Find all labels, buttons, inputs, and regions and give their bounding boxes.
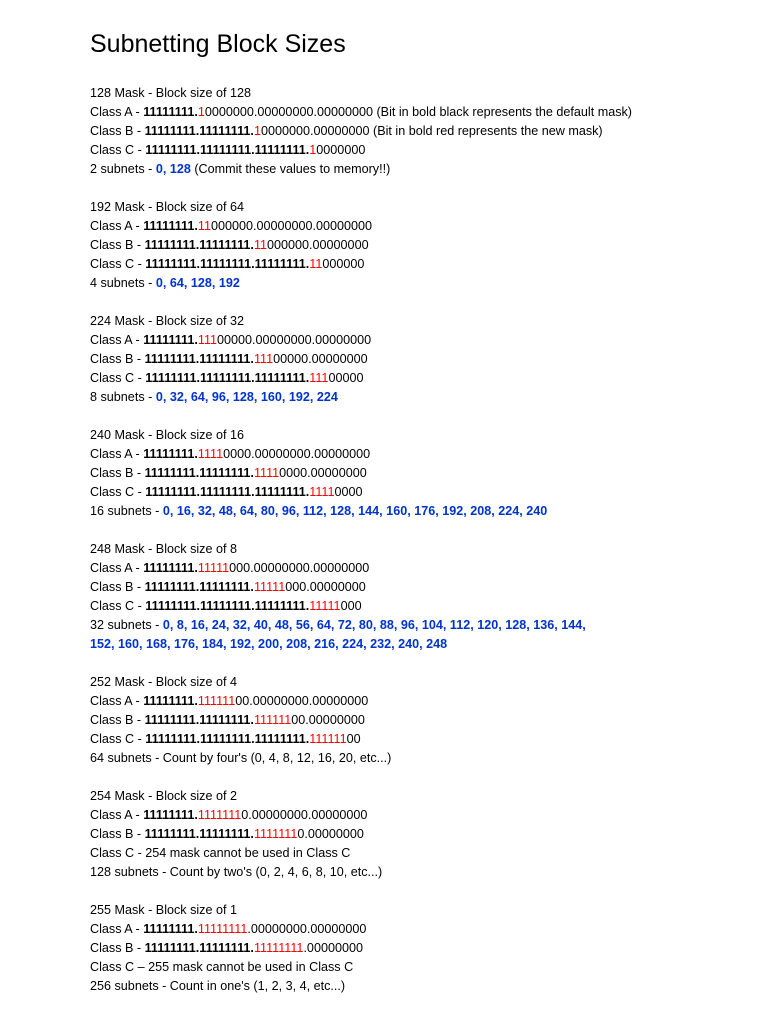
default-mask-bits: 11111111. [143, 808, 198, 822]
default-mask-bits: 11111111. [143, 219, 198, 233]
host-bits: 00000 [328, 371, 364, 385]
class-label: Class C - [90, 732, 146, 746]
class-label: Class B - [90, 124, 145, 138]
mask-heading: 192 Mask - Block size of 64 [90, 200, 244, 214]
mask-heading: 254 Mask - Block size of 2 [90, 789, 237, 803]
subnet-values: 0, 16, 32, 48, 64, 80, 96, 112, 128, 144, 160, 176, 192, 208, 224, 240 [162, 504, 548, 518]
new-mask-bits: 1 [253, 124, 261, 138]
class-label: Class C - [90, 371, 146, 385]
class-label: Class A - [90, 333, 144, 347]
class-label: Class B - [90, 941, 145, 955]
page-title: Subnetting Block Sizes [90, 30, 346, 58]
new-mask-bits: 11111111 [253, 941, 304, 955]
class-label: Class B - [90, 238, 145, 252]
class-label: Class C - [90, 599, 146, 613]
class-mask-row [90, 236, 728, 255]
subnet-values: 0, 128 [155, 162, 191, 176]
subnets-label: 16 subnets - [90, 504, 163, 518]
new-mask-bits: 1 [309, 143, 317, 157]
class-mask-row [90, 445, 728, 464]
subnets-label: 32 subnets - [90, 618, 163, 632]
subnet-values: 0, 8, 16, 24, 32, 40, 48, 56, 64, 72, 80, 88, 96, 104, 112, 120, 128, 136, 144, 152, 160, 168, 176, 184, 192, 200, 208, 216, 224, 232, 240, 248 [90, 618, 586, 651]
subnet-values: 0, 32, 64, 96, 128, 160, 192, 224 [155, 390, 338, 404]
new-mask-bits: 1111 [309, 485, 335, 499]
host-bits: 0000000.00000000 [260, 124, 370, 138]
host-bits: 00000.00000000 [273, 352, 368, 366]
row-note: (Bit in bold black represents the default mask) [372, 105, 632, 119]
class-mask-row [90, 825, 728, 844]
default-mask-bits: 11111111.11111111.11111111. [145, 485, 310, 499]
class-mask-row [90, 350, 728, 369]
class-label: Class B - [90, 580, 145, 594]
subnets-line [90, 388, 728, 407]
default-mask-bits: 11111111. [143, 922, 198, 936]
class-mask-row [90, 369, 728, 388]
class-label: Class B - [90, 466, 145, 480]
mask-section [90, 540, 728, 654]
subnets-label: 256 subnets - Count in one's (1, 2, 3, 4, etc...) [90, 979, 346, 993]
default-mask-bits: 11111111.11111111. [144, 238, 254, 252]
mask-section [90, 787, 728, 882]
new-mask-bits: 111111 [309, 732, 347, 746]
class-label: Class A - [90, 447, 144, 461]
default-mask-bits: 11111111. [143, 447, 198, 461]
class-label: Class C - [90, 143, 146, 157]
class-mask-row [90, 730, 728, 749]
class-label: Class A - [90, 808, 144, 822]
new-mask-bits: 11 [309, 257, 323, 271]
subnets-line [90, 863, 728, 882]
mask-section [90, 673, 728, 768]
new-mask-bits: 11111 [197, 561, 230, 575]
subnets-line [90, 616, 610, 654]
class-label: Class A - [90, 561, 144, 575]
host-bits: 000000 [322, 257, 365, 271]
class-label: Class B - [90, 352, 145, 366]
class-mask-row [90, 103, 728, 122]
default-mask-bits: 11111111.11111111.11111111. [145, 257, 310, 271]
mask-heading: 128 Mask - Block size of 128 [90, 86, 251, 100]
subnets-label: 128 subnets - Count by two's (0, 2, 4, 6, 8, 10, etc...) [90, 865, 383, 879]
class-c-note: Class C – 255 mask cannot be used in Class C [90, 960, 354, 974]
new-mask-bits: 11111 [253, 580, 286, 594]
mask-heading: 255 Mask - Block size of 1 [90, 903, 237, 917]
class-mask-row [90, 939, 728, 958]
host-bits: 0000.00000000 [279, 466, 367, 480]
class-mask-row [90, 806, 728, 825]
new-mask-bits: 11111 [309, 599, 341, 613]
new-mask-bits: 111111 [253, 713, 292, 727]
new-mask-bits: 111 [309, 371, 329, 385]
host-bits: 0000000 [316, 143, 366, 157]
mask-section [90, 426, 728, 521]
host-bits: 000000.00000000 [267, 238, 369, 252]
new-mask-bits: 111111 [197, 694, 236, 708]
subnets-label: 8 subnets - [90, 390, 156, 404]
default-mask-bits: 11111111. [143, 694, 198, 708]
new-mask-bits: 1111 [197, 447, 224, 461]
subnets-line [90, 749, 728, 768]
subnet-values: 0, 64, 128, 192 [155, 276, 240, 290]
default-mask-bits: 11111111.11111111. [144, 580, 254, 594]
host-bits: 00.00000000 [291, 713, 365, 727]
class-mask-row [90, 464, 728, 483]
default-mask-bits: 11111111.11111111.11111111. [145, 732, 310, 746]
default-mask-bits: 11111111.11111111. [144, 466, 254, 480]
class-mask-row [90, 559, 728, 578]
default-mask-bits: 11111111.11111111.11111111. [145, 371, 310, 385]
class-c-note: Class C - 254 mask cannot be used in Class C [90, 846, 351, 860]
host-bits: .00000000 [303, 941, 363, 955]
default-mask-bits: 11111111.11111111.11111111. [145, 599, 310, 613]
class-mask-row [90, 141, 728, 160]
default-mask-bits: 11111111.11111111. [144, 124, 254, 138]
host-bits: 0000000.00000000.00000000 [204, 105, 373, 119]
default-mask-bits: 11111111.11111111. [144, 827, 254, 841]
class-label: Class B - [90, 827, 145, 841]
default-mask-bits: 11111111.11111111.11111111. [145, 143, 310, 157]
subnets-note: (Commit these values to memory!!) [190, 162, 391, 176]
subnets-label: 2 subnets - [90, 162, 156, 176]
class-mask-row [90, 483, 728, 502]
new-mask-bits: 1111 [253, 466, 280, 480]
new-mask-bits: 111 [197, 333, 218, 347]
new-mask-bits: 11 [253, 238, 268, 252]
default-mask-bits: 11111111.11111111. [144, 941, 254, 955]
host-bits: 0.00000000 [297, 827, 364, 841]
host-bits: 00000.00000000.00000000 [217, 333, 372, 347]
class-label: Class C - [90, 257, 146, 271]
default-mask-bits: 11111111.11111111. [144, 713, 254, 727]
sections-container [90, 84, 728, 996]
class-mask-row [90, 331, 728, 350]
new-mask-bits: 1111111 [197, 808, 242, 822]
host-bits: 00.00000000.00000000 [235, 694, 369, 708]
default-mask-bits: 11111111. [143, 333, 198, 347]
subnets-label: 4 subnets - [90, 276, 156, 290]
class-mask-row [90, 122, 728, 141]
mask-section [90, 198, 728, 293]
mask-heading: 240 Mask - Block size of 16 [90, 428, 244, 442]
class-label: Class A - [90, 694, 144, 708]
host-bits: 000 [340, 599, 362, 613]
class-label: Class A - [90, 219, 144, 233]
mask-heading: 252 Mask - Block size of 4 [90, 675, 237, 689]
new-mask-bits: 1111111 [253, 827, 298, 841]
host-bits: .00000000.00000000 [247, 922, 367, 936]
host-bits: 000000.00000000.00000000 [210, 219, 373, 233]
class-mask-row [90, 217, 728, 236]
class-mask-row [90, 578, 728, 597]
class-mask-row [90, 920, 728, 939]
new-mask-bits: 11111111 [197, 922, 248, 936]
mask-section [90, 312, 728, 407]
class-label: Class C - [90, 485, 146, 499]
host-bits: 0.00000000.00000000 [241, 808, 368, 822]
class-label: Class A - [90, 922, 144, 936]
class-mask-row [90, 255, 728, 274]
subnets-line [90, 274, 728, 293]
mask-section [90, 84, 728, 179]
host-bits: 000.00000000.00000000 [229, 561, 370, 575]
default-mask-bits: 11111111.11111111. [144, 352, 254, 366]
class-mask-row [90, 597, 728, 616]
default-mask-bits: 11111111. [143, 105, 198, 119]
new-mask-bits: 11 [197, 219, 211, 233]
host-bits: 000.00000000 [285, 580, 366, 594]
host-bits: 0000.00000000.00000000 [223, 447, 371, 461]
subnets-line [90, 977, 728, 996]
default-mask-bits: 11111111. [143, 561, 198, 575]
host-bits: 0000 [334, 485, 363, 499]
mask-heading: 224 Mask - Block size of 32 [90, 314, 244, 328]
subnets-line [90, 160, 728, 179]
class-label: Class B - [90, 713, 145, 727]
class-label: Class A - [90, 105, 144, 119]
subnets-line [90, 502, 610, 521]
class-mask-row [90, 692, 728, 711]
mask-section [90, 901, 728, 996]
new-mask-bits: 111 [253, 352, 274, 366]
host-bits: 00 [346, 732, 361, 746]
subnets-label: 64 subnets - Count by four's (0, 4, 8, 12, 16, 20, etc...) [90, 751, 392, 765]
mask-heading: 248 Mask - Block size of 8 [90, 542, 237, 556]
row-note: (Bit in bold red represents the new mask) [369, 124, 603, 138]
class-mask-row [90, 711, 728, 730]
new-mask-bits: 1 [197, 105, 205, 119]
